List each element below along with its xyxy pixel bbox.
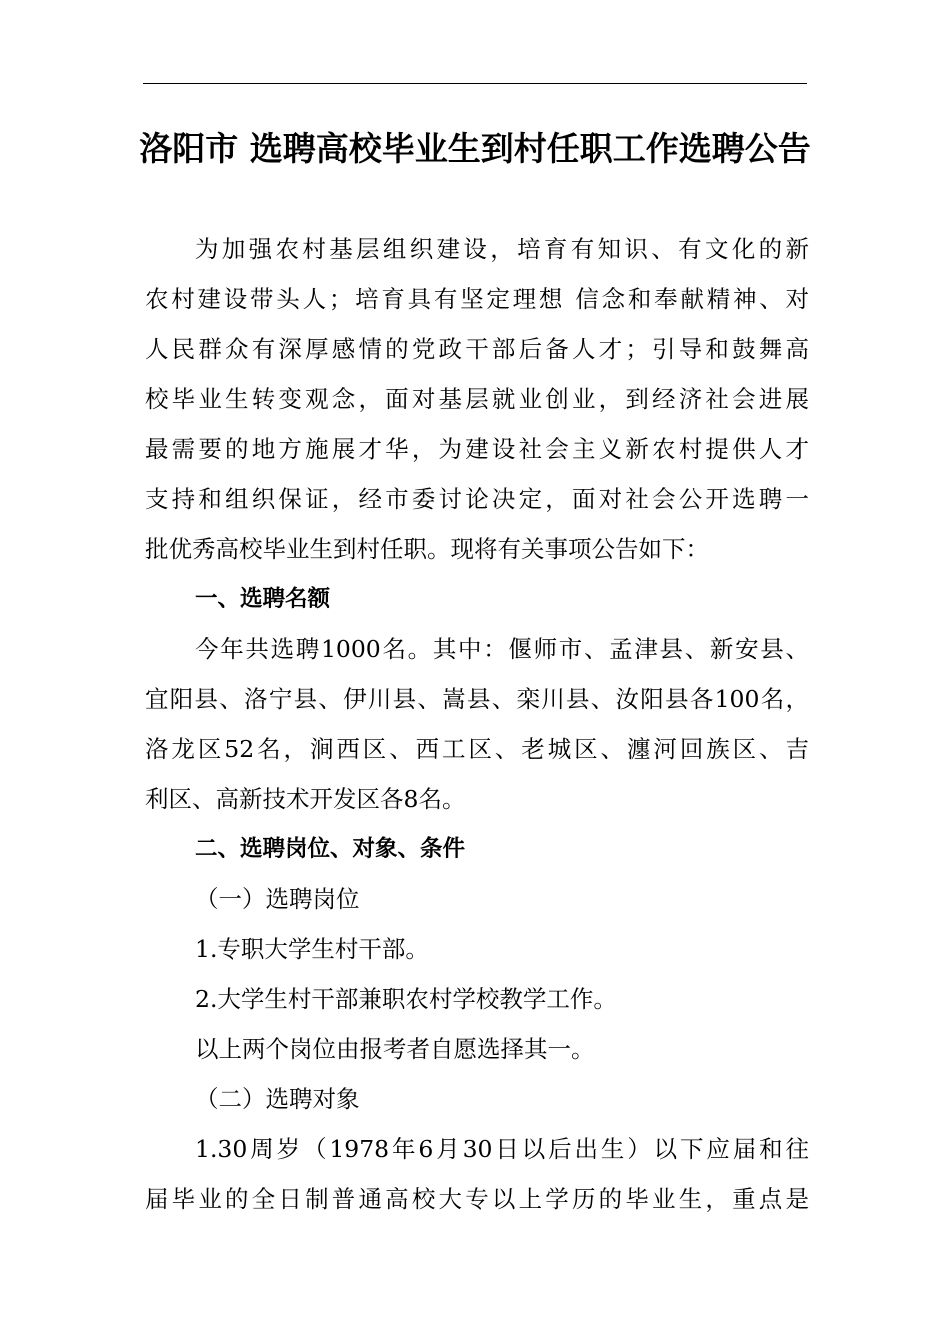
section-heading: 二、选聘岗位、对象、条件: [195, 836, 466, 862]
list-item: 2.大学生村干部兼职农村学校教学工作。: [195, 985, 617, 1013]
paragraph-line: 为加强农村基层组织建设，培育有知识、有文化的新: [195, 235, 809, 263]
header-rule: [143, 83, 807, 84]
section-heading: 一、选聘名额: [195, 586, 331, 612]
paragraph-line: 今年共选聘1000名。其中：偃师市、孟津县、新安县、: [195, 635, 809, 663]
subsection-heading: （二）选聘对象: [195, 1085, 360, 1113]
list-item: 1.30周岁（1978年6月30日以后出生）以下应届和往: [195, 1135, 809, 1163]
paragraph-line: 批优秀高校毕业生到村任职。现将有关事项公告如下：: [145, 535, 709, 563]
paragraph-line: 农村建设带头人；培育具有坚定理想 信念和奉献精神、对: [145, 285, 809, 313]
document-body: [145, 224, 809, 1224]
paragraph-line: 宜阳县、洛宁县、伊川县、嵩县、栾川县、汝阳县各100名，: [145, 685, 809, 713]
paragraph-line: 洛龙区52名，涧西区、西工区、老城区、瀍河回族区、吉: [145, 735, 809, 763]
paragraph-line: 最需要的地方施展才华，为建设社会主义新农村提供人才: [145, 435, 809, 463]
document-title: 洛阳市 选聘高校毕业生到村任职工作选聘公告: [139, 129, 811, 168]
paragraph-line: 利区、高新技术开发区各8名。: [145, 785, 466, 813]
list-item: 1.专职大学生村干部。: [195, 935, 429, 963]
paragraph-line: 支持和组织保证，经市委讨论决定，面对社会公开选聘一: [145, 485, 809, 513]
paragraph-line: 校毕业生转变观念，面对基层就业创业，到经济社会进展: [145, 385, 809, 413]
paragraph-line: 人民群众有深厚感情的党政干部后备人才；引导和鼓舞高: [145, 335, 809, 363]
subsection-heading: （一）选聘岗位: [195, 885, 360, 913]
paragraph-line: 以上两个岗位由报考者自愿选择其一。: [195, 1035, 595, 1063]
paragraph-line: 届毕业的全日制普通高校大专以上学历的毕业生，重点是: [145, 1185, 809, 1213]
